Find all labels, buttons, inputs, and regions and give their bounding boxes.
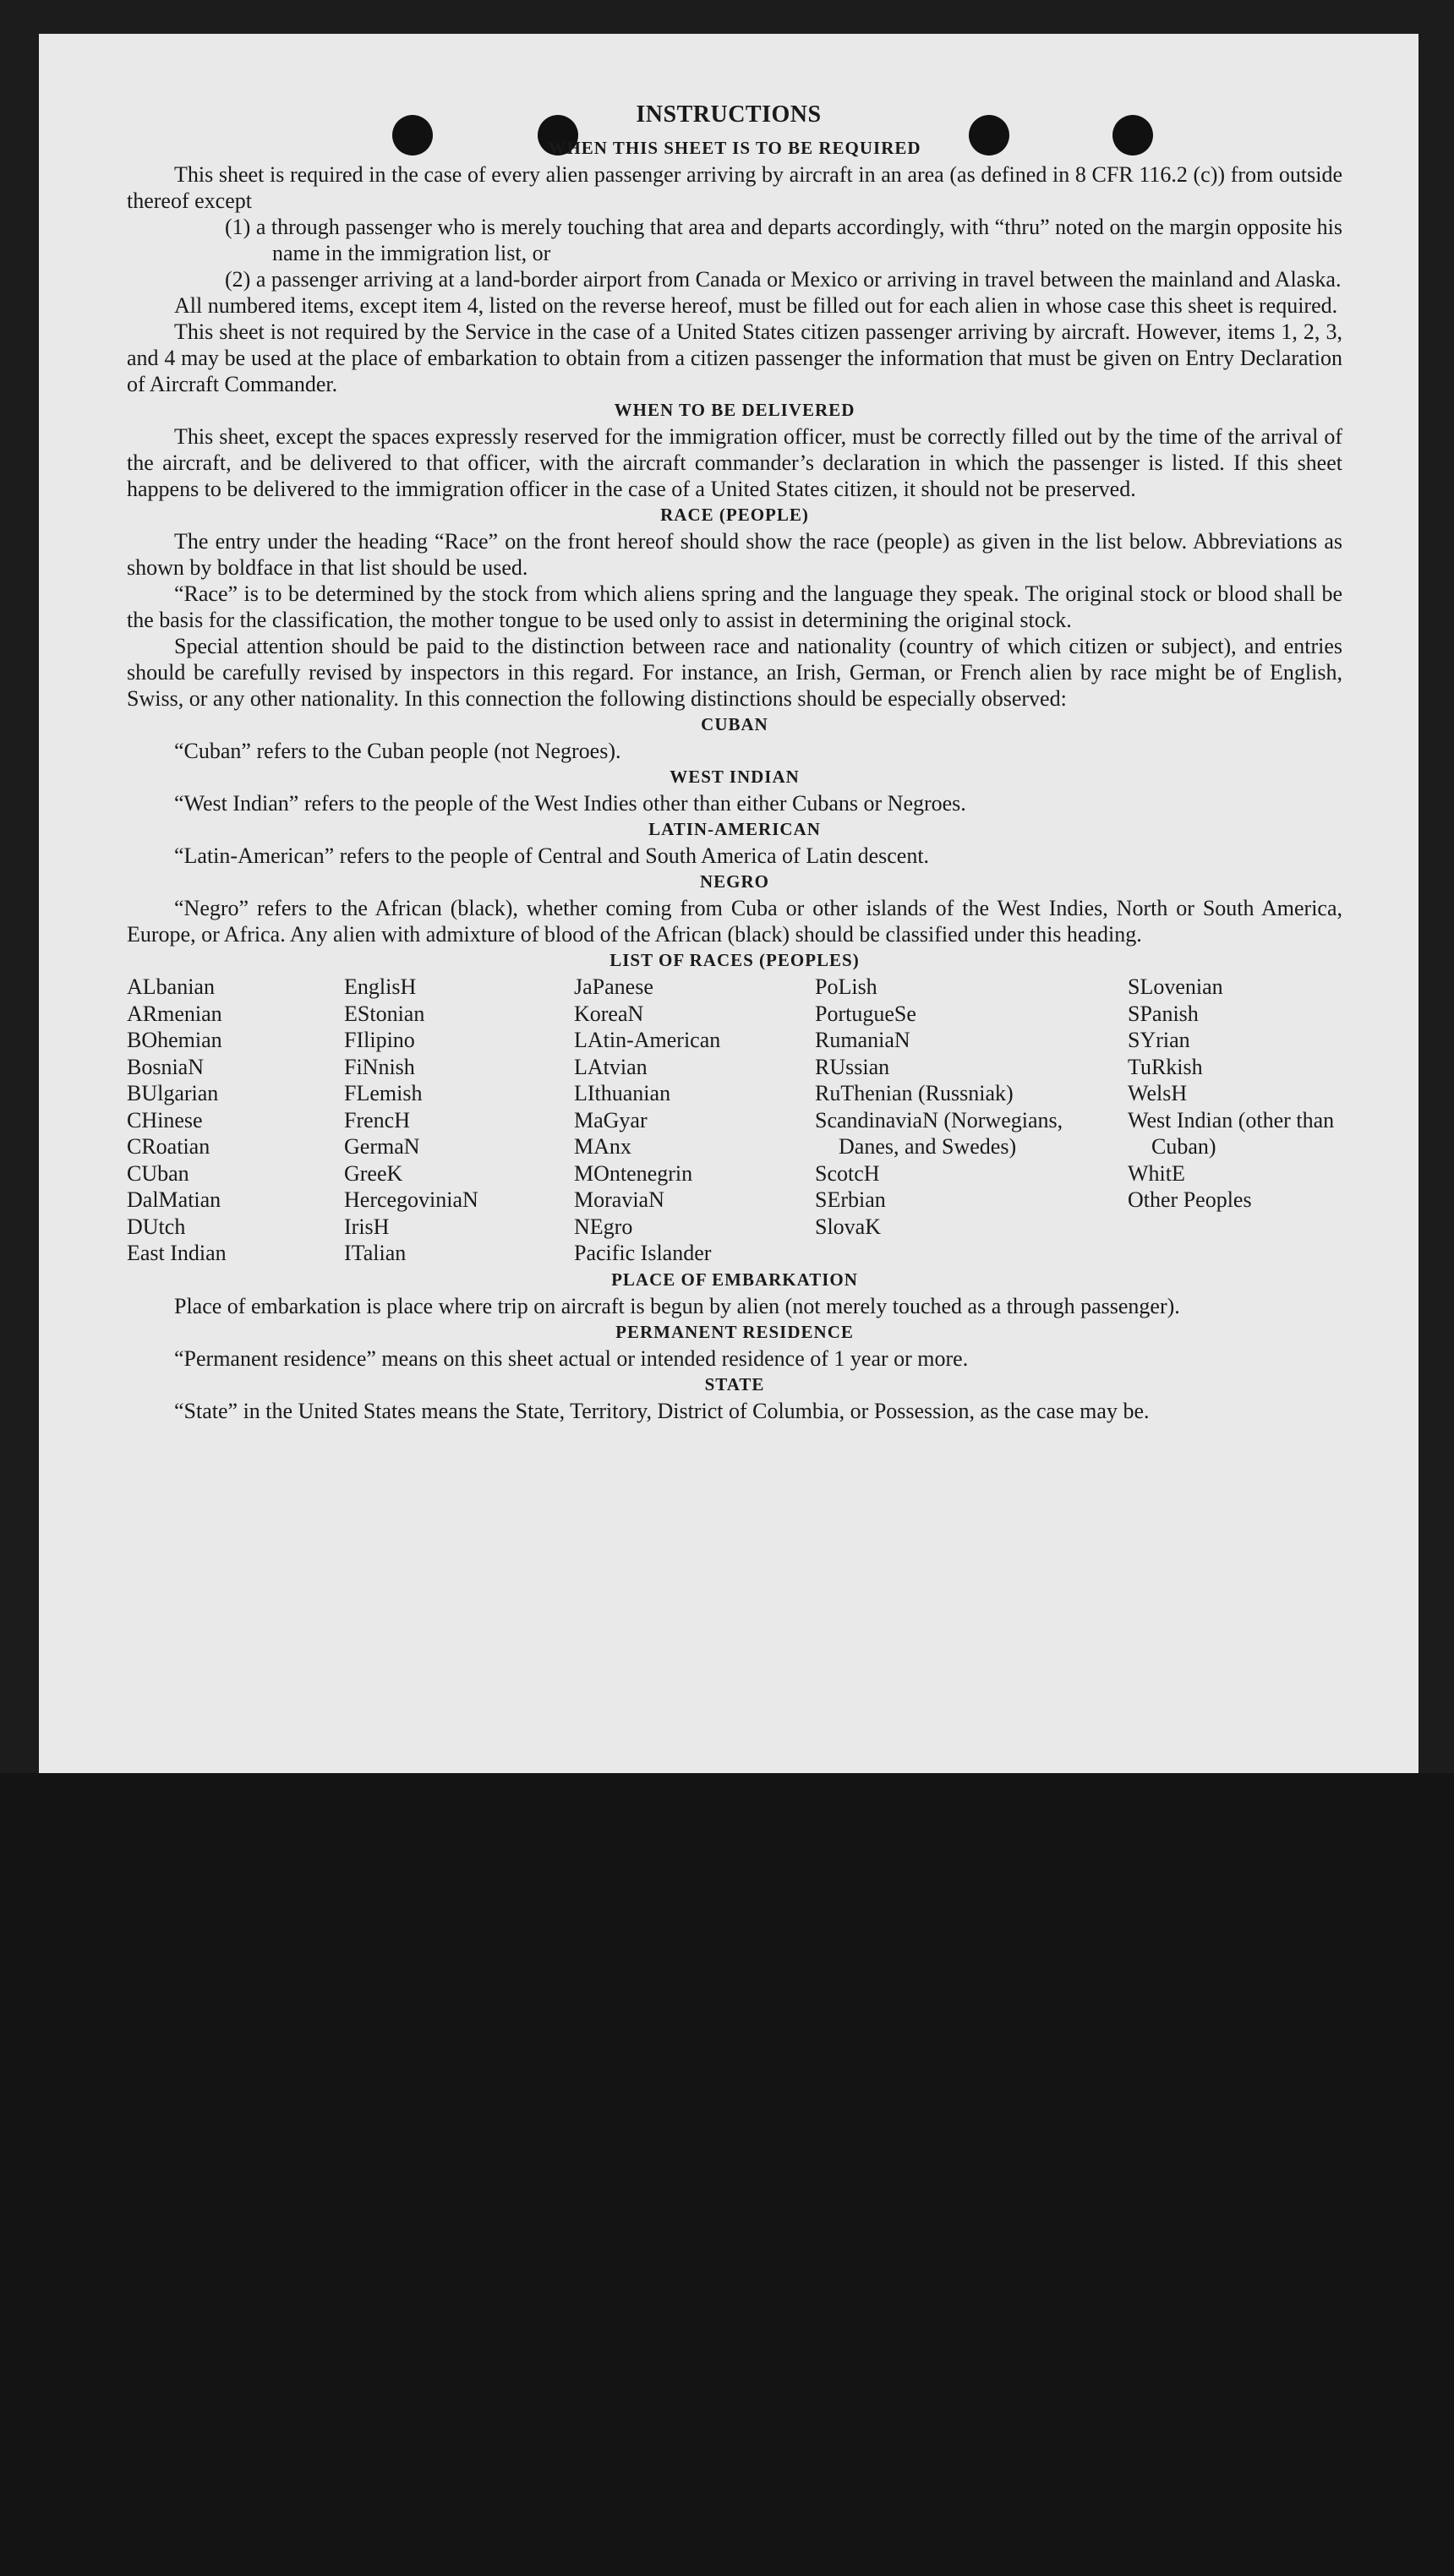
- race-entry: JaPanese: [574, 974, 653, 999]
- list-item: (1) a through passenger who is merely touching that area and departs accordingly, with “thru” noted on the margin opposite his name in the immigration list, or: [225, 215, 1342, 265]
- heading-permanent-residence: PERMANENT RESIDENCE: [615, 1321, 854, 1342]
- paragraph: This sheet is not required by the Service in the case of a United States citizen passenger arriving by aircraft. However, items 1, 2, 3, and 4 may be used at the place of embarkation to obtain from a citizen passenger the information that must be given on Entry Declaration of Aircraft Commander.: [127, 319, 1342, 396]
- race-entry: FrencH: [344, 1107, 410, 1132]
- race-entry: SErbian: [815, 1187, 886, 1212]
- race-entry: RUssian: [815, 1054, 890, 1079]
- paragraph: “West Indian” refers to the people of the West Indies other than either Cubans or Negroes.: [174, 791, 966, 816]
- race-entry: CUban: [127, 1160, 189, 1186]
- race-entry: SLovenian: [1128, 974, 1223, 999]
- heading-when-required: WHEN THIS SHEET IS TO BE REQUIRED: [548, 138, 921, 158]
- race-entry: LIthuanian: [574, 1081, 671, 1105]
- paragraph: This sheet, except the spaces expressly reserved for the immigration officer, must be correctly filled out by the time of the arrival of the aircraft, and be delivered to that officer, with the aircraft commander’s declaration in which the passenger is listed. If this sheet happens to be delivered to the immigration officer in the case of a United States citizen, it should not be preserved.: [127, 424, 1342, 501]
- scanner-background: [0, 1773, 1454, 2576]
- race-entry: NEgro: [574, 1214, 633, 1239]
- paragraph: All numbered items, except item 4, listed on the reverse hereof, must be filled out for each alien in whose case this sheet is required.: [174, 293, 1338, 318]
- race-entry: ARmenian: [127, 1001, 222, 1026]
- race-entry: EnglisH: [344, 974, 417, 999]
- race-entry: SPanish: [1128, 1001, 1199, 1026]
- heading-cuban: CUBAN: [701, 714, 768, 734]
- paragraph: “Latin-American” refers to the people of Central and South America of Latin descent.: [174, 843, 930, 868]
- race-entry: WelsH: [1128, 1081, 1188, 1105]
- heading-latin-american: LATIN-AMERICAN: [648, 819, 821, 839]
- paragraph: “Cuban” refers to the Cuban people (not Negroes).: [174, 739, 621, 763]
- race-entry: LAtin-American: [574, 1028, 721, 1052]
- paragraph: “Race” is to be determined by the stock from which aliens spring and the language they speak. The original stock or blood shall be the basis for the classification, the mother tongue to be used only to assist in determining the original stock.: [127, 581, 1342, 632]
- races-column: [344, 974, 574, 1267]
- heading-list-of-races: LIST OF RACES (PEOPLES): [609, 950, 860, 970]
- race-entry: GreeK: [344, 1160, 403, 1186]
- race-entry: MAnx: [574, 1134, 631, 1159]
- race-entry: ITalian: [344, 1241, 407, 1265]
- race-entry: Other Peoples: [1128, 1187, 1252, 1212]
- race-entry: MOntenegrin: [574, 1160, 693, 1186]
- paragraph: The entry under the heading “Race” on the front hereof should show the race (people) as given in the list below. Abbreviations as shown by boldface in that list should be used.: [127, 529, 1342, 580]
- race-entry: BosniaN: [127, 1054, 204, 1079]
- heading-west-indian: WEST INDIAN: [670, 767, 800, 787]
- race-entry: CHinese: [127, 1107, 203, 1132]
- race-entry: DUtch: [127, 1214, 186, 1239]
- race-entry: TuRkish: [1128, 1054, 1203, 1079]
- race-entry: PortugueSe: [815, 1001, 916, 1026]
- race-entry: DalMatian: [127, 1187, 221, 1212]
- instructions-title: INSTRUCTIONS: [636, 101, 822, 128]
- race-entry: RuThenian (Russniak): [815, 1081, 1014, 1105]
- races-list: [127, 974, 1342, 1267]
- race-entry: CRoatian: [127, 1134, 210, 1159]
- paragraph: “Permanent residence” means on this sheet actual or intended residence of 1 year or more.: [174, 1345, 969, 1371]
- race-entry: LAtvian: [574, 1054, 648, 1079]
- race-entry: MoraviaN: [574, 1187, 664, 1212]
- race-entry: IrisH: [344, 1214, 390, 1239]
- race-entry: FiNnish: [344, 1054, 415, 1079]
- heading-state: STATE: [704, 1373, 765, 1394]
- heading-race: RACE (PEOPLE): [660, 505, 809, 525]
- heading-when-delivered: WHEN TO BE DELIVERED: [614, 400, 855, 420]
- paragraph: “State” in the United States means the State, Territory, District of Columbia, or Possession, as the case may be.: [174, 1398, 1150, 1423]
- race-entry: West Indian (other than Cuban): [1128, 1107, 1335, 1159]
- race-entry: PoLish: [815, 974, 877, 999]
- instructions-body: [127, 135, 1342, 1424]
- paragraph: Special attention should be paid to the distinction between race and nationality (country of which citizen or subject), and entries should be carefully revised by inspectors in this regard. For instance, an Irish, German, or French alien by race might be of English, Swiss, or any other nationality. In this connection the following distinctions should be especially observed:: [127, 634, 1342, 711]
- race-entry: HercegoviniaN: [344, 1187, 478, 1212]
- list-item: (2) a passenger arriving at a land-border airport from Canada or Mexico or arriving in travel between the mainland and Alaska.: [225, 267, 1342, 292]
- races-column: [1128, 974, 1342, 1267]
- race-entry: EStonian: [344, 1001, 425, 1026]
- race-entry: ScotcH: [815, 1160, 880, 1186]
- race-entry: ALbanian: [127, 974, 215, 999]
- race-entry: KoreaN: [574, 1001, 644, 1026]
- race-entry: FLemish: [344, 1081, 423, 1105]
- paragraph: Place of embarkation is place where trip on aircraft is begun by alien (not merely touched as a through passenger).: [174, 1293, 1180, 1318]
- race-entry: ScandinaviaN (Norwegians, Danes, and Swedes): [815, 1107, 1063, 1159]
- race-entry: MaGyar: [574, 1107, 648, 1132]
- race-entry: FIlipino: [344, 1028, 415, 1052]
- race-entry: East Indian: [127, 1241, 227, 1265]
- races-column: [815, 974, 1128, 1267]
- race-entry: Pacific Islander: [574, 1241, 712, 1265]
- races-column: [127, 974, 344, 1267]
- race-entry: RumaniaN: [815, 1028, 910, 1052]
- race-entry: SlovaK: [815, 1214, 881, 1239]
- paragraph: “Negro” refers to the African (black), whether coming from Cuba or other islands of the West Indies, North or South America, Europe, or Africa. Any alien with admixture of blood of the African (black) should be classified under this heading.: [127, 896, 1342, 947]
- heading-embarkation: PLACE OF EMBARKATION: [611, 1269, 858, 1290]
- race-entry: SYrian: [1128, 1028, 1190, 1052]
- race-entry: WhitE: [1128, 1160, 1185, 1186]
- document-sheet: [39, 34, 1418, 1773]
- race-entry: BOhemian: [127, 1028, 222, 1052]
- heading-negro: NEGRO: [699, 871, 769, 892]
- paragraph: This sheet is required in the case of every alien passenger arriving by aircraft in an area (as defined in 8 CFR 116.2 (c)) from outside thereof except: [127, 162, 1342, 213]
- races-column: [574, 974, 815, 1267]
- race-entry: BUlgarian: [127, 1081, 219, 1105]
- race-entry: GermaN: [344, 1134, 420, 1159]
